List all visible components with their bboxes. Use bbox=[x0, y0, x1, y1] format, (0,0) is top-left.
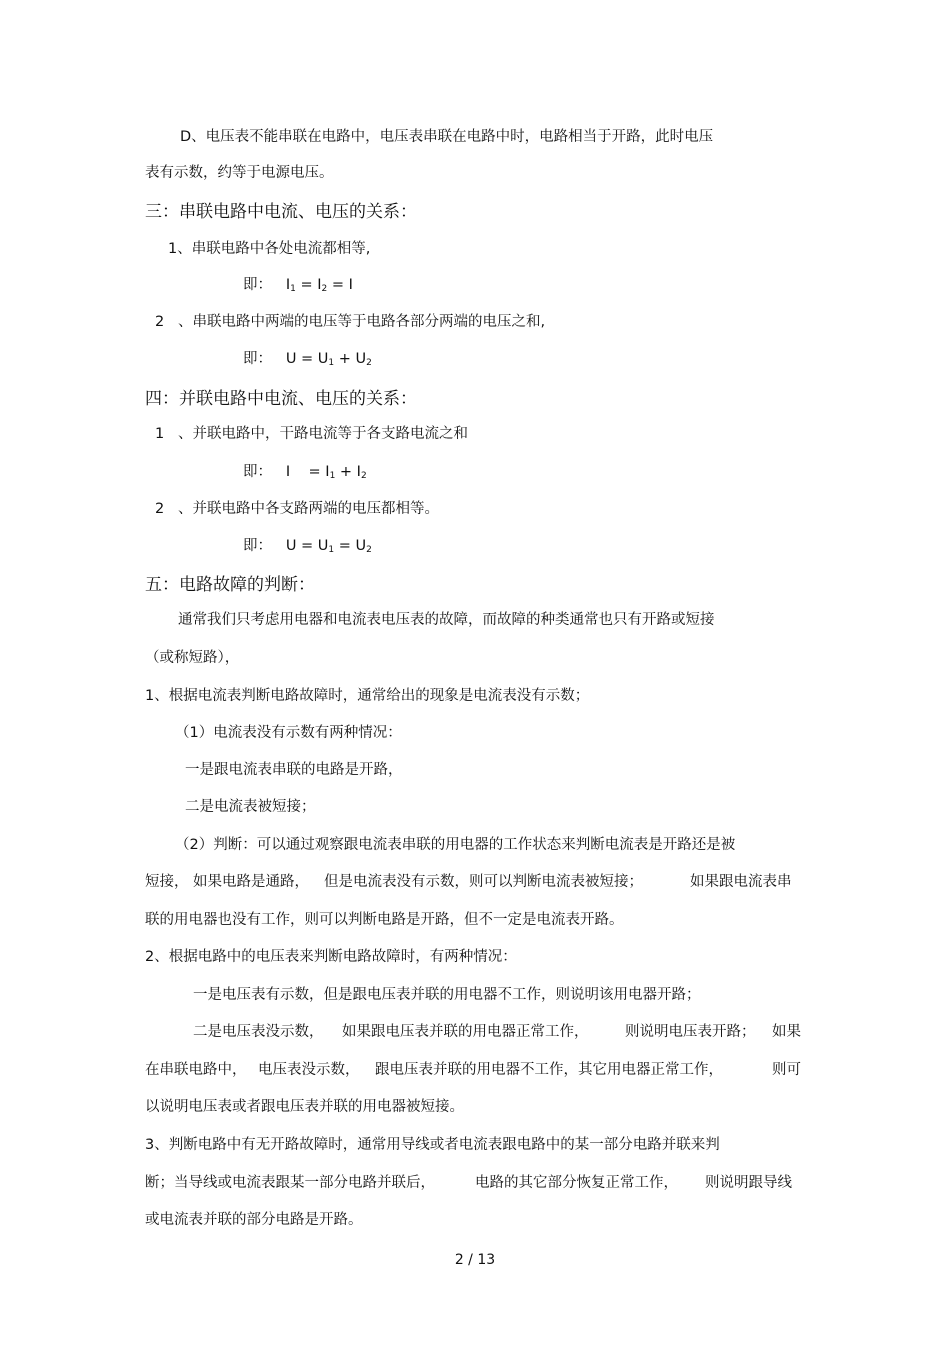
formula-prefix: 即： bbox=[243, 464, 272, 480]
formula-prefix: 即： bbox=[243, 538, 272, 554]
formula-subscript: 1 bbox=[328, 545, 335, 555]
s5-para-8: 联的用电器也没有工作，则可以判断电路是开路，但不一定是电流表开路。 bbox=[145, 912, 624, 928]
s3-formula-2 bbox=[243, 349, 372, 373]
formula-prefix: 即： bbox=[243, 351, 272, 367]
formula-subscript: 2 bbox=[321, 284, 328, 294]
s5-para-12d: 则可 bbox=[772, 1062, 801, 1078]
s5-para-3: （1）电流表没有示数有两种情况： bbox=[175, 725, 402, 741]
formula-term: + I bbox=[335, 464, 361, 480]
s5-para-15a: 断；当导线或电流表跟某一部分电路并联后， bbox=[145, 1175, 435, 1191]
s5-para-15c: 则说明跟导线 bbox=[705, 1175, 792, 1191]
s5-para-15b: 电路的其它部分恢复正常工作， bbox=[475, 1175, 678, 1191]
s3-formula-1 bbox=[243, 275, 353, 299]
s5-para-14: 3、判断电路中有无开路故障时，通常用导线或者电流表跟电路中的某一部分电路并联来判 bbox=[145, 1137, 720, 1153]
s5-para-13: 以说明电压表或者跟电压表并联的用电器被短接。 bbox=[145, 1099, 464, 1115]
formula-term: + U bbox=[334, 351, 367, 367]
s5-para-12c: 跟电压表并联的用电器不工作，其它用电器正常工作， bbox=[375, 1062, 723, 1078]
formula-term: I bbox=[285, 277, 291, 293]
s4-formula-2 bbox=[243, 536, 372, 560]
s5-para-11d: 如果 bbox=[772, 1024, 801, 1040]
s5-para-11a: 二是电压表没示数， bbox=[193, 1024, 324, 1040]
s4-item-1: 1 、并联电路中，干路电流等于各支路电流之和 bbox=[155, 426, 469, 442]
formula-subscript: 1 bbox=[328, 358, 335, 368]
s5-para-1b: （或称短路）， bbox=[145, 650, 240, 666]
s5-para-6: （2）判断：可以通过观察跟电流表串联的用电器的工作状态来判断电流表是开路还是被 bbox=[175, 837, 736, 853]
heading-section-5: 五：电路故障的判断： bbox=[145, 575, 315, 595]
s3-item-1: 1、串联电路中各处电流都相等, bbox=[168, 241, 371, 257]
s5-para-7c: 但是电流表没有示数，则可以判断电流表被短接； bbox=[324, 874, 643, 890]
formula-subscript: 1 bbox=[329, 471, 336, 481]
paragraph-d-line1: D、电压表不能串联在电路中，电压表串联在电路中时，电路相当于开路，此时电压 bbox=[180, 129, 714, 145]
formula-term: U = U bbox=[285, 351, 329, 367]
s4-item-2: 2 、并联电路中各支路两端的电压都相等。 bbox=[155, 501, 440, 517]
s5-para-2: 1、根据电流表判断电路故障时，通常给出的现象是电流表没有示数； bbox=[145, 688, 590, 704]
s5-para-10: 一是电压表有示数，但是跟电压表并联的用电器不工作，则说明该用电器开路； bbox=[193, 987, 701, 1003]
s5-para-4: 一是跟电流表串联的电路是开路， bbox=[185, 762, 403, 778]
formula-prefix: 即： bbox=[243, 277, 272, 293]
s5-para-12b: 电压表没示数， bbox=[258, 1062, 360, 1078]
s3-item-2: 2 、串联电路中两端的电压等于电路各部分两端的电压之和, bbox=[155, 314, 546, 330]
s5-para-16: 或电流表并联的部分电路是开路。 bbox=[145, 1212, 363, 1228]
paragraph-d-line2: 表有示数，约等于电源电压。 bbox=[145, 165, 334, 181]
formula-term: = U bbox=[334, 538, 367, 554]
s5-para-12a: 在串联电路中， bbox=[145, 1062, 247, 1078]
s5-para-7d: 如果跟电流表串 bbox=[690, 874, 792, 890]
formula-term: I = I bbox=[285, 464, 330, 480]
s5-para-1: 通常我们只考虑用电器和电流表电压表的故障，而故障的种类通常也只有开路或短接 bbox=[178, 612, 715, 628]
s5-para-11c: 则说明电压表开路； bbox=[625, 1024, 756, 1040]
page-number: 2 / 13 bbox=[454, 1252, 496, 1268]
s5-para-7a: 短接， bbox=[145, 874, 189, 890]
formula-term: U = U bbox=[285, 538, 329, 554]
heading-section-4: 四：并联电路中电流、电压的关系： bbox=[145, 389, 417, 409]
s4-formula-1 bbox=[243, 462, 367, 486]
formula-subscript: 2 bbox=[366, 545, 372, 555]
s5-para-5: 二是电流表被短接； bbox=[185, 799, 316, 815]
formula-subscript: 2 bbox=[360, 471, 367, 481]
heading-section-3: 三：串联电路中电流、电压的关系： bbox=[145, 202, 417, 222]
s5-para-9: 2、根据电路中的电压表来判断电路故障时，有两种情况： bbox=[145, 949, 517, 965]
formula-term: = I bbox=[295, 277, 322, 293]
s5-para-11b: 如果跟电压表并联的用电器正常工作， bbox=[342, 1024, 589, 1040]
formula-subscript: 1 bbox=[290, 284, 296, 294]
s5-para-7b: 如果电路是通路， bbox=[193, 874, 309, 890]
formula-subscript: 2 bbox=[366, 358, 372, 368]
formula-term: = I bbox=[327, 277, 353, 293]
